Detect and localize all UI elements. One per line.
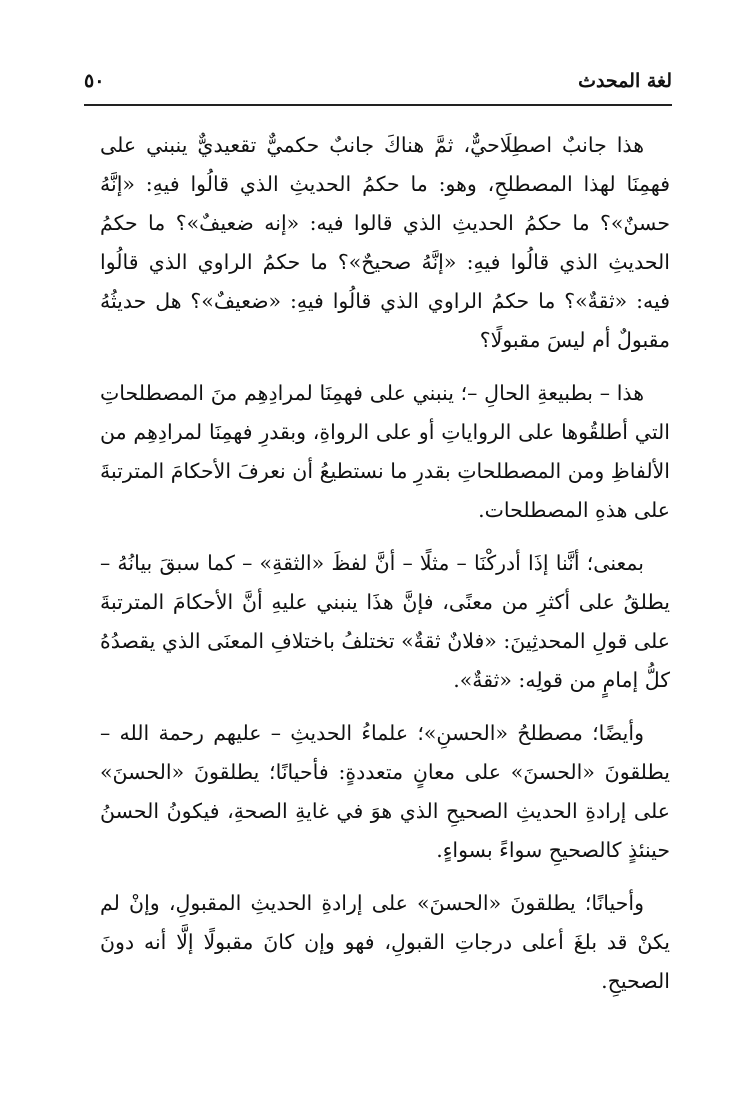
running-title: لغة المحدث bbox=[578, 70, 672, 92]
paragraph: هذا جانبٌ اصطِلَاحيٌّ، ثمَّ هناكَ جانبٌ حكميٌّ تقعيديٌّ ينبني على فهمِنَا لهذا المصطلحِ، وهو: ما حكمُ الحديثِ الذي قالُوا فيهِ: «إنَّهُ حسنٌ»؟ ما حكمُ الحديثِ الذي قالوا فيه: «إنه ضعيفٌ»؟ ما حكمُ الحديثِ الذي قالُوا فيهِ: «إنَّهُ صحيحٌ»؟ ما حكمُ الراوي الذي قالُوا فيه: «ثقةٌ»؟ ما حكمُ الراوي الذي قالُوا فيهِ: «ضعيفٌ»؟ هل حديثُهُ مقبولٌ أم ليسَ مقبولًا؟ bbox=[100, 133, 670, 352]
page-body bbox=[100, 126, 670, 1015]
paragraph: وأحيانًا؛ يطلقونَ «الحسنَ» على إرادةِ الحديثِ المقبولِ، وإنْ لم يكنْ قد بلغَ أعلى درجاتِ القبولِ، فهو وإن كانَ مقبولًا إلَّا أنه دونَ الصحيحِ. bbox=[100, 891, 670, 993]
paragraph: بمعنى؛ أنَّنا إذَا أدركْنَا – مثلًا – أنَّ لفظَ «الثقةِ» – كما سبقَ بيانُهُ – يطلقُ على أكثرِ من معنًى، فإنَّ هذَا ينبني عليهِ أنَّ الأحكامَ المترتبةَ على قولِ المحدثِينَ: «فلانٌ ثقةٌ» تختلفُ باختلافِ المعنَى الذي يقصدُهُ كلُّ إمامٍ من قولِه: «ثقةٌ». bbox=[100, 551, 670, 692]
page-number: ٥٠ bbox=[84, 70, 105, 92]
page-header bbox=[84, 62, 672, 100]
header-rule bbox=[84, 104, 672, 106]
paragraph: هذا – بطبيعةِ الحالِ –؛ ينبني على فهمِنَا لمرادِهِم منَ المصطلحاتِ التي أطلقُوها على الرواياتِ أو على الرواةِ، وبقدرِ فهمِنَا لمرادِهِم من الألفاظِ ومن المصطلحاتِ بقدرِ ما نستطيعُ أن نعرفَ الأحكامَ المترتبةَ على هذهِ المصطلحات. bbox=[100, 381, 670, 522]
paragraph: وأيضًا؛ مصطلحُ «الحسنِ»؛ علماءُ الحديثِ – عليهم رحمة الله – يطلقونَ «الحسنَ» على معانٍ متعددةٍ: فأحيانًا؛ يطلقونَ «الحسنَ» على إرادةِ الحديثِ الصحيحِ الذي هوَ في غايةِ الصحةِ، فيكونُ الحسنُ حينئذٍ كالصحيحِ سواءً بسواءٍ. bbox=[100, 721, 670, 862]
